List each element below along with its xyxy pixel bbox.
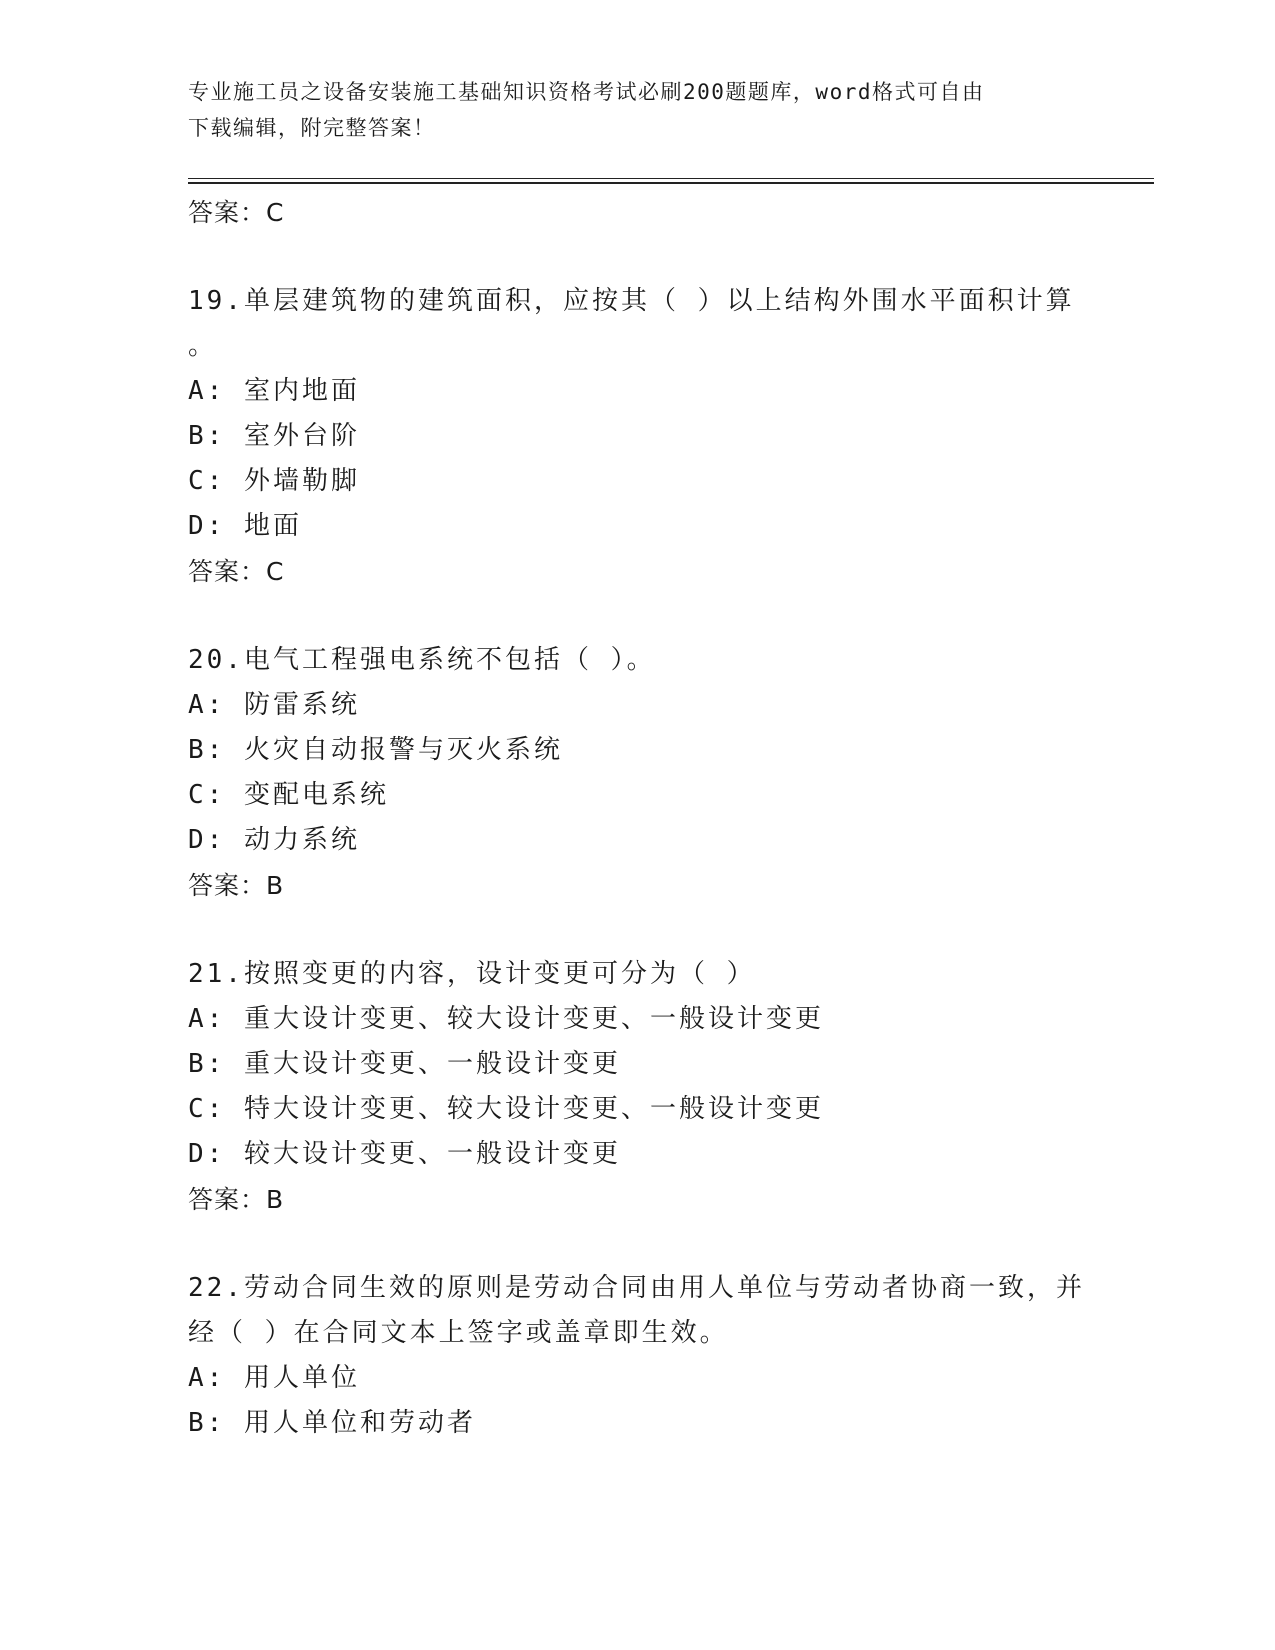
option-b: B: 火灾自动报警与灭火系统 xyxy=(188,735,563,765)
option-b: B: 重大设计变更、一般设计变更 xyxy=(188,1049,621,1079)
option-c: C: 外墙勒脚 xyxy=(188,466,360,496)
answer-line: 答案：C xyxy=(188,198,285,227)
option-d: D: 较大设计变更、一般设计变更 xyxy=(188,1139,621,1169)
header-line-2: 下载编辑，附完整答案！ xyxy=(188,116,436,140)
answer-line: 答案：C xyxy=(188,557,285,586)
option-a: A: 用人单位 xyxy=(188,1363,360,1393)
header-rule-thin xyxy=(188,178,1154,179)
question-block-21 xyxy=(188,952,1088,1222)
option-a: A: 重大设计变更、较大设计变更、一般设计变更 xyxy=(188,1004,824,1034)
option-b: B: 用人单位和劳动者 xyxy=(188,1408,476,1438)
question-stem-continuation: 经（ ）在合同文本上签字或盖章即生效。 xyxy=(188,1318,729,1348)
option-b: B: 室外台阶 xyxy=(188,421,360,451)
option-d: D: 地面 xyxy=(188,511,302,541)
question-block-20 xyxy=(188,638,1088,908)
question-stem: 22.劳动合同生效的原则是劳动合同由用人单位与劳动者协商一致，并 xyxy=(188,1273,1085,1303)
answer-line: 答案：B xyxy=(188,871,285,900)
option-c: C: 变配电系统 xyxy=(188,780,389,810)
option-d: D: 动力系统 xyxy=(188,825,360,855)
question-block-22 xyxy=(188,1266,1088,1446)
question-stem: 21.按照变更的内容，设计变更可分为（ ） xyxy=(188,959,756,989)
question-stem-continuation: 。 xyxy=(188,331,218,361)
questions-content xyxy=(188,190,1088,1446)
option-c: C: 特大设计变更、较大设计变更、一般设计变更 xyxy=(188,1094,824,1124)
question-stem: 19.单层建筑物的建筑面积，应按其（ ）以上结构外围水平面积计算 xyxy=(188,286,1075,316)
question-block-19 xyxy=(188,279,1088,594)
option-a: A: 防雷系统 xyxy=(188,690,360,720)
document-header xyxy=(188,74,1068,146)
question-stem: 20.电气工程强电系统不包括（ ）。 xyxy=(188,645,656,675)
answer-line: 答案：B xyxy=(188,1185,285,1214)
header-line-1: 专业施工员之设备安装施工基础知识资格考试必刷200题题库，word格式可自由 xyxy=(188,80,985,104)
header-rule-thick xyxy=(188,182,1154,184)
option-a: A: 室内地面 xyxy=(188,376,360,406)
